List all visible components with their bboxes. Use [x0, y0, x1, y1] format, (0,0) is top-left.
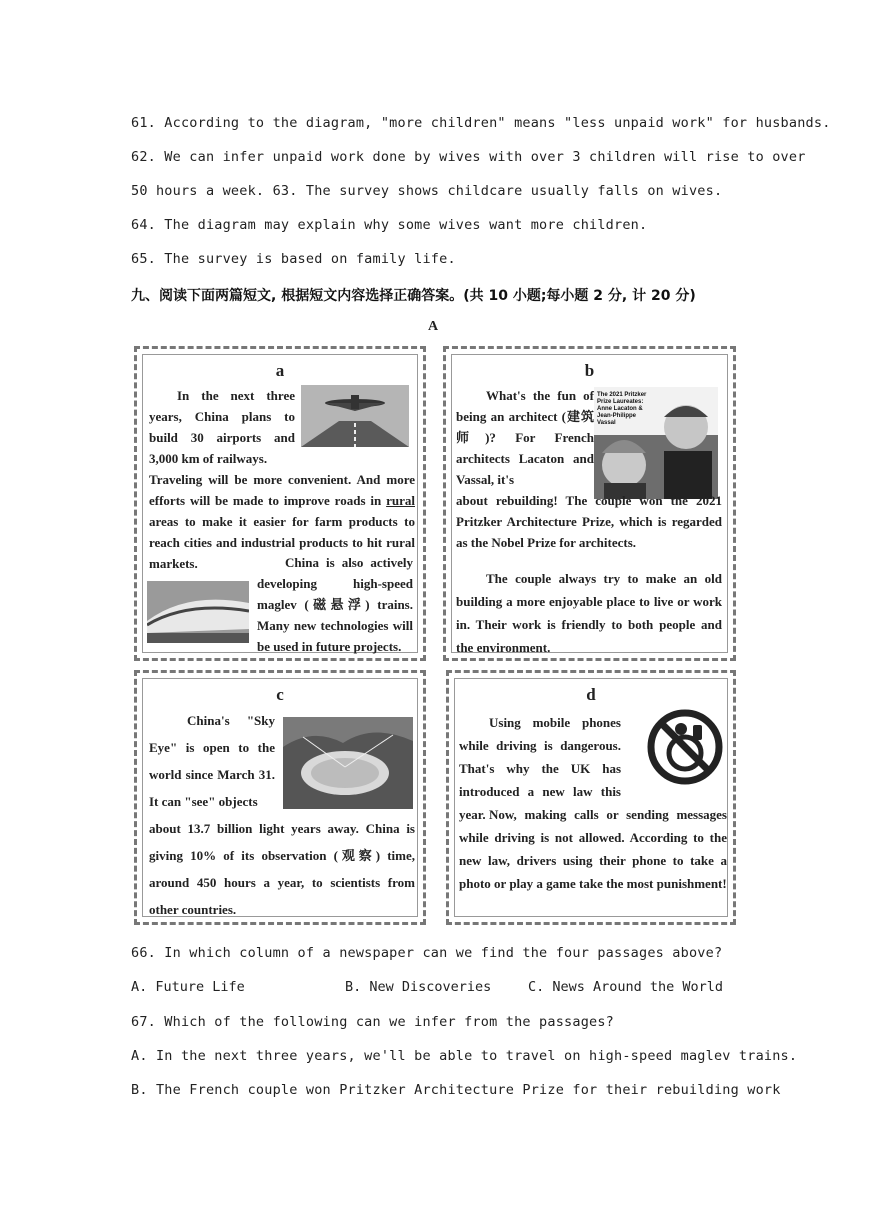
box-title-b: b	[584, 361, 595, 380]
passage-label: A	[428, 319, 439, 334]
statement-65: 65. The survey is based on family life.	[131, 251, 456, 267]
no-phone-driving-icon	[645, 707, 725, 787]
box-c-paragraph-1: China's "Sky Eye" is open to the world since March 31. It can "see" objects about 13.7 billion light years away. China is giving 10% of its observation (观察) time, around 450 hours a year, to scientists from other countries.	[149, 713, 415, 917]
passage-box-b	[443, 346, 736, 661]
q67-option-a[interactable]: A. In the next three years, we'll be able to travel on high-speed maglev trains.	[131, 1048, 798, 1064]
box-title-c: c	[276, 685, 284, 704]
section-heading: 九、阅读下面两篇短文, 根据短文内容选择正确答案。(共 10 小题;每小题 2 分, 计 20 分)	[131, 288, 696, 304]
maglev-train-image	[147, 581, 249, 643]
passage-box-c	[134, 670, 426, 925]
box-a-paragraph-2: China is also actively developing high-speed maglev (磁悬浮) trains. Many new technologies will be used in future projects.	[257, 555, 413, 654]
statement-62: 62. We can infer unpaid work done by wives with over 3 children will rise to over	[131, 149, 806, 165]
box-title-a: a	[275, 361, 285, 380]
statement-61: 61. According to the diagram, "more children" means "less unpaid work" for husbands.	[131, 115, 831, 131]
box-a-paragraph-1: In the next three years, China plans to build 30 airports and 3,000 km of railways. Traveling will be more convenient. And more efforts will be made to improve roads in rural areas to make it easier for farm products to reach cities and industrial products to hit rural markets.	[149, 388, 415, 571]
statement-64: 64. The diagram may explain why some wives want more children.	[131, 217, 648, 233]
q67-option-b[interactable]: B. The French couple won Pritzker Architecture Prize for their rebuilding work	[131, 1082, 781, 1098]
box-b-paragraph-2: The couple always try to make an old building a more enjoyable place to live or work in. Their work is friendly to both people and the environment.	[456, 571, 722, 655]
box-d-paragraph-1: Using mobile phones while driving is dangerous. That's why the UK has introduced a new law this year.	[459, 715, 621, 822]
statement-62-63: 50 hours a week. 63. The survey shows childcare usually falls on wives.	[131, 183, 723, 199]
q66-option-c[interactable]: C. News Around the World	[528, 979, 724, 995]
q66-option-b[interactable]: B. New Discoveries	[345, 979, 492, 995]
passage-box-d	[446, 670, 736, 925]
box-d-paragraph-2: Now, making calls or sending messages while driving is not allowed. According to the new law, drivers using their phone to take a photo or play a game take the most punishment!	[459, 807, 727, 891]
q66-option-a[interactable]: A. Future Life	[131, 979, 245, 995]
box-b-paragraph-1: What's the fun of being an architect (建筑师)? For French architects Lacaton and Vassal, it's about rebuilding! The couple won the 2021 Pritzker Architecture Prize, which is regarded as the Nobel Prize for architects.	[456, 388, 722, 550]
box-title-d: d	[586, 685, 596, 704]
passage-box-a	[134, 346, 426, 661]
architects-photo-caption: The 2021 Pritzker Prize Laureates: Anne Lacaton & Jean-Philippe Vassal	[597, 392, 647, 426]
question-66: 66. In which column of a newspaper can we find the four passages above?	[131, 945, 723, 961]
question-67: 67. Which of the following can we infer from the passages?	[131, 1014, 615, 1030]
